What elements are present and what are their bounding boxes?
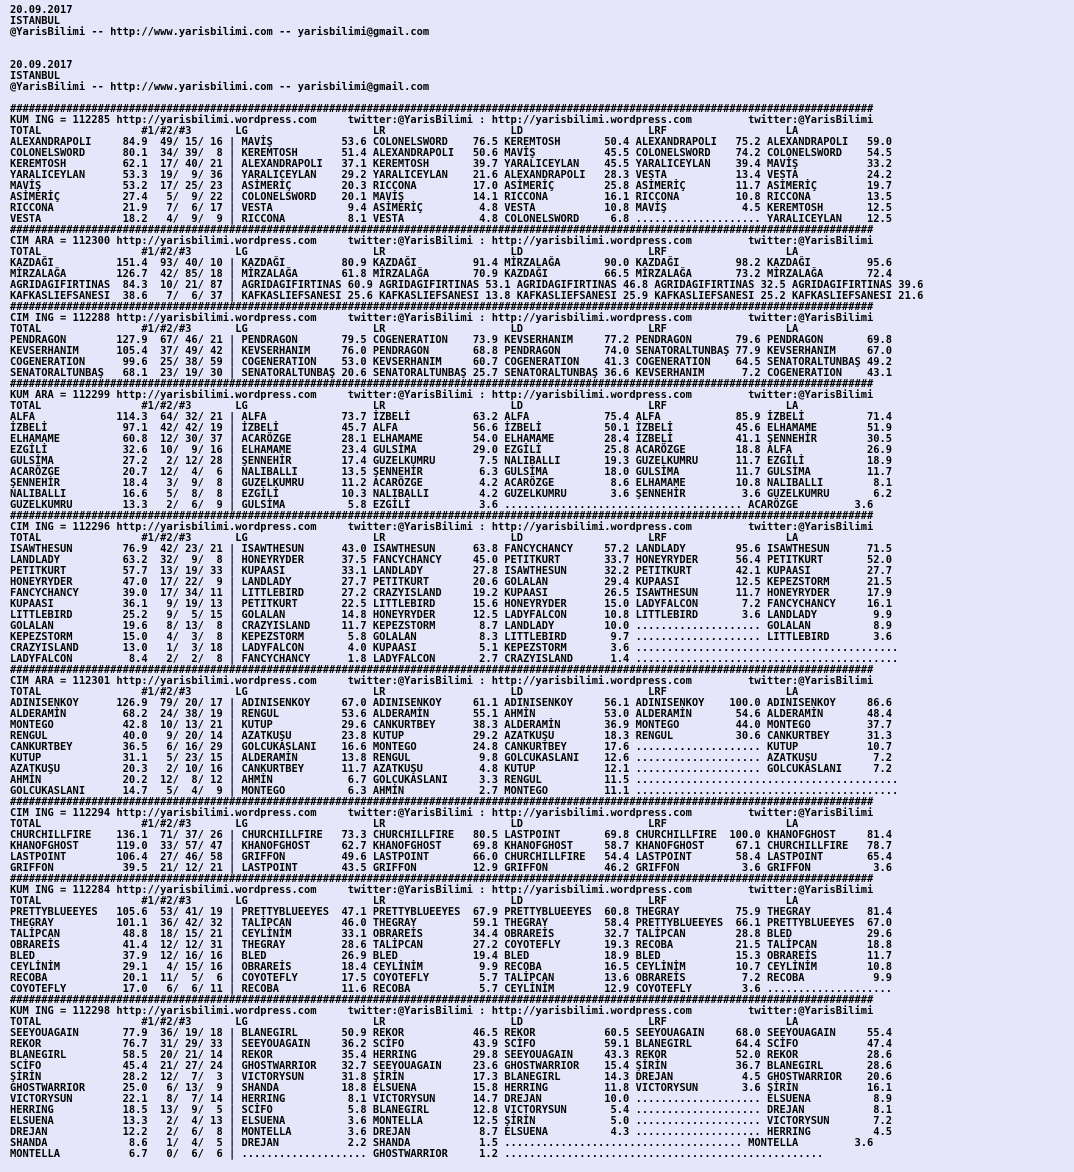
- report-line: CIM ARA = 112300 http://yarisbilimi.wordpress.com twitter:@YarisBilimi : http://yarisbilimi.wordpress.com twitter:@YarisBilimi: [10, 235, 874, 247]
- report-line: TOTAL #1/#2/#3 LG LR LD LRF LA: [10, 532, 799, 544]
- report-line: ISAWTHESUN 76.9 42/ 23/ 21 | ISAWTHESUN 43.0 ISAWTHESUN 63.8 FANCYCHANCY 57.2 LANDLADY 95.6 ISAWTHESUN 71.5: [10, 543, 893, 555]
- report-line: ##########################################################################################################################################: [10, 873, 874, 885]
- report-line: ISTANBUL: [10, 70, 61, 82]
- report-line: ASİMERİÇ 27.4 5/ 9/ 22 | COLONELSWORD 20.1 MAVİŞ 14.1 RICCONA 16.1 RICCONA 10.8 RICCONA 13.5: [10, 191, 893, 203]
- report-line: ##########################################################################################################################################: [10, 510, 874, 522]
- report-line: KUM ING = 112285 http://yarisbilimi.wordpress.com twitter:@YarisBilimi : http://yarisbilimi.wordpress.com twitter:@YarisBilimi: [10, 114, 874, 126]
- report-line: ALFA 114.3 64/ 32/ 21 | ALFA 73.7 İZBELİ 63.2 ALFA 75.4 ALFA 85.9 İZBELİ 71.4: [10, 411, 893, 423]
- report-line: ALEXANDRAPOLI 84.9 49/ 15/ 16 | MAVİŞ 53.6 COLONELSWORD 76.5 KEREMTOSH 50.4 ALEXANDRAPOLI 75.2 ALEXANDRAPOLI 59.0: [10, 136, 893, 148]
- report-line: KAFKASLIEFSANESI 38.6 7/ 6/ 37 | KAFKASLIEFSANESI 25.6 KAFKASLIEFSANESI 13.8 KAFKASLIEFSANESI 25.9 KAFKASLIEFSANESI 25.2 KAFKASLIEFSANESI 21.6: [10, 290, 924, 302]
- report-line: TOTAL #1/#2/#3 LG LR LD LRF LA: [10, 246, 799, 258]
- report-line: GRIFFON 39.5 21/ 12/ 21 | LASTPOINT 43.5 GRIFFON 12.9 GRIFFON 46.2 GRIFFON 3.6 GRIFFON 3.6: [10, 862, 893, 874]
- report-line: FANCYCHANCY 39.0 17/ 34/ 11 | LITTLEBIRD 27.2 CRAZYISLAND 19.2 KUPAASI 26.5 ISAWTHESUN 11.7 HONEYRYDER 17.9: [10, 587, 893, 599]
- report-line: KUPAASI 36.1 9/ 19/ 13 | PETITKURT 22.5 LITTLEBIRD 15.6 HONEYRYDER 15.0 LADYFALCON 7.2 FANCYCHANCY 16.1: [10, 598, 893, 610]
- report-line: GOLCUKASLANI 14.7 5/ 4/ 9 | MONTEGO 6.3 AHMİN 2.7 MONTEGO 11.1 ..........................................: [10, 785, 899, 797]
- report-line: LADYFALCON 8.4 2/ 2/ 8 | FANCYCHANCY 1.8 LADYFALCON 2.7 CRAZYISLAND 1.4 ..........................................: [10, 653, 899, 665]
- report-line: KUM ING = 112298 http://yarisbilimi.wordpress.com twitter:@YarisBilimi : http://yarisbilimi.wordpress.com twitter:@YarisBilimi: [10, 1005, 874, 1017]
- report-line: AZATKUŞU 20.3 2/ 10/ 16 | CANKURTBEY 11.7 AZATKUŞU 4.8 KUTUP 12.1 .................... GOLCUKASLANI 7.2: [10, 763, 893, 775]
- report-line: TOTAL #1/#2/#3 LG LR LD LRF LA: [10, 818, 799, 830]
- report-line: NALIBALLI 16.6 5/ 8/ 8 | EZGİLİ 10.3 NALIBALLI 4.2 GUZELKUMRU 3.6 ŞENNEHİR 3.6 GUZELKUMRU 6.2: [10, 488, 893, 500]
- report-line: GULSİMA 27.2 2/ 12/ 28 | ŞENNEHİR 17.4 GUZELKUMRU 7.5 NALIBALLI 19.3 GUZELKUMRU 11.7 EZGİLİ 18.9: [10, 455, 893, 467]
- report-line: TOTAL #1/#2/#3 LG LR LD LRF LA: [10, 686, 799, 698]
- report-line: DREJAN 12.2 2/ 6/ 8 | MONTELLA 3.6 DREJAN 8.7 ELSUENA 4.3 .................... HERRING 4.5: [10, 1126, 893, 1138]
- report-line: ##########################################################################################################################################: [10, 796, 874, 808]
- report-line: LANDLADY 63.2 32/ 9/ 8 | HONEYRYDER 37.5 FANCYCHANCY 45.0 PETITKURT 33.7 HONEYRYDER 56.4 PETITKURT 52.0: [10, 554, 893, 566]
- report-line: HONEYRYDER 47.0 17/ 22/ 9 | LANDLADY 27.7 PETITKURT 20.6 GOLALAN 29.4 KUPAASI 12.5 KEPEZSTORM 21.5: [10, 576, 893, 588]
- report-line: @YarisBilimi -- http://www.yarisbilimi.com -- yarisbilimi@gmail.com: [10, 81, 430, 93]
- report-line: MONTELLA 6.7 0/ 6/ 6 | .................... GHOSTWARRIOR 1.2 ...................................................: [10, 1148, 824, 1160]
- report-line: TOTAL #1/#2/#3 LG LR LD LRF LA: [10, 125, 799, 137]
- report-line: ADINISENKOY 126.9 79/ 20/ 17 | ADINISENKOY 67.0 ADINISENKOY 61.1 ADINISENKOY 56.1 ADINISENKOY 100.0 ADINISENKOY 86.6: [10, 697, 893, 709]
- report-line: RECOBA 20.1 11/ 5/ 6 | COYOTEFLY 17.5 COYOTEFLY 5.7 TALİPCAN 13.6 OBRAREİS 7.2 RECOBA 9.9: [10, 972, 893, 984]
- report-line: ALDERAMİN 68.2 24/ 38/ 19 | RENGUL 53.6 ALDERAMİN 55.1 AHMİN 53.0 ALDERAMİN 54.6 ALDERAMİN 48.4: [10, 708, 893, 720]
- report-line: EZGİLİ 32.6 10/ 9/ 16 | ELHAMAME 23.4 GULSİMA 29.0 EZGİLİ 25.8 ACARÖZGE 18.8 ALFA 26.9: [10, 444, 893, 456]
- report-line: KEVSERHANIM 105.4 37/ 49/ 42 | KEVSERHANIM 76.0 PENDRAGON 68.8 PENDRAGON 74.0 SENATORALTUNBAŞ 77.9 KEVSERHANIM 67.0: [10, 345, 893, 357]
- report-line: HERRING 18.5 13/ 9/ 5 | SCİFO 5.8 BLANEGIRL 12.8 VICTORYSUN 5.4 .................... DREJAN 8.1: [10, 1104, 893, 1116]
- report-line: TOTAL #1/#2/#3 LG LR LD LRF LA: [10, 400, 799, 412]
- report-line: YARALICEYLAN 53.3 19/ 9/ 36 | YARALICEYLAN 29.2 YARALICEYLAN 21.6 ALEXANDRAPOLI 28.3 VESTA 13.4 VESTA 24.2: [10, 169, 893, 181]
- report-line: CIM ING = 112296 http://yarisbilimi.wordpress.com twitter:@YarisBilimi : http://yarisbilimi.wordpress.com twitter:@YarisBilimi: [10, 521, 874, 533]
- report-line: ##########################################################################################################################################: [10, 224, 874, 236]
- report-line: SHANDA 8.6 1/ 4/ 5 | DREJAN 2.2 SHANDA 1.5 ...................................... MONTELLA 3.6: [10, 1137, 874, 1149]
- report-line: CHURCHILLFIRE 136.1 71/ 37/ 26 | CHURCHILLFIRE 73.3 CHURCHILLFIRE 80.5 LASTPOINT 69.8 CHURCHILLFIRE 100.0 KHANOFGHOST 81.4: [10, 829, 893, 841]
- report-line: THEGRAY 101.1 36/ 42/ 32 | TALİPCAN 46.0 THEGRAY 59.1 THEGRAY 58.4 PRETTYBLUEEYES 66.1 PRETTYBLUEEYES 67.0: [10, 917, 893, 929]
- report-line: RENGUL 40.0 9/ 20/ 14 | AZATKUŞU 23.8 KUTUP 29.2 AZATKUŞU 18.3 RENGUL 30.6 CANKURTBEY 31.3: [10, 730, 893, 742]
- report-line: KAZDAĞI 151.4 93/ 40/ 10 | KAZDAĞI 80.9 KAZDAĞI 91.4 MİRZALAĞA 90.0 KAZDAĞI 98.2 KAZDAĞI 95.6: [10, 257, 893, 269]
- report-line: CEYLİNİM 29.1 4/ 15/ 16 | OBRAREİS 18.4 CEYLİNİM 9.9 RECOBA 16.5 CEYLİNİM 10.7 CEYLİNİM 10.8: [10, 961, 893, 973]
- report-line: COLONELSWORD 80.1 34/ 39/ 8 | KEREMTOSH 51.4 ALEXANDRAPOLI 50.6 MAVİŞ 45.5 COLONELSWORD 74.2 COLONELSWORD 54.5: [10, 147, 893, 159]
- report-line: SCİFO 45.4 21/ 27/ 24 | GHOSTWARRIOR 32.7 SEEYOUAGAIN 23.6 GHOSTWARRIOR 15.4 ŞİRİN 36.7 BLANEGIRL 28.6: [10, 1060, 893, 1072]
- report-line: KEPEZSTORM 15.0 4/ 3/ 8 | KEPEZSTORM 5.8 GOLALAN 8.3 LITTLEBIRD 9.7 .................... LITTLEBIRD 3.6: [10, 631, 893, 643]
- report-line: COYOTEFLY 17.0 6/ 6/ 11 | RECOBA 11.6 RECOBA 5.7 CEYLİNİM 12.9 COYOTEFLY 3.6 ....................: [10, 983, 893, 995]
- report-line: ##########################################################################################################################################: [10, 664, 874, 676]
- report-line: GHOSTWARRIOR 25.0 6/ 13/ 9 | SHANDA 18.8 ELSUENA 15.8 HERRING 11.8 VICTORYSUN 3.6 ŞİRİN 16.1: [10, 1082, 893, 1094]
- report-line: OBRAREİS 41.4 12/ 12/ 31 | THEGRAY 28.6 TALİPCAN 27.2 COYOTEFLY 19.3 RECOBA 21.5 TALİPCAN 18.8: [10, 939, 893, 951]
- report-line: REKOR 76.7 31/ 29/ 33 | SEEYOUAGAIN 36.2 SCİFO 43.9 SCİFO 59.1 BLANEGIRL 64.4 SCİFO 47.4: [10, 1038, 893, 1050]
- report-line: KUTUP 31.1 5/ 23/ 15 | ALDERAMİN 13.8 RENGUL 9.8 GOLCUKASLANI 12.6 .................... AZATKUŞU 7.2: [10, 752, 893, 764]
- report-line: TOTAL #1/#2/#3 LG LR LD LRF LA: [10, 895, 799, 907]
- report-line: @YarisBilimi -- http://www.yarisbilimi.com -- yarisbilimi@gmail.com: [10, 26, 430, 38]
- report-line: PETITKURT 57.7 13/ 19/ 33 | KUPAASI 33.1 LANDLADY 27.8 ISAWTHESUN 32.2 PETITKURT 42.1 KUPAASI 27.7: [10, 565, 893, 577]
- report-line: AGRIDAGIFIRTINAS 84.3 10/ 21/ 87 | AGRIDAGIFIRTINAS 60.9 AGRIDAGIFIRTINAS 53.1 AGRIDAGIFIRTINAS 46.8 AGRIDAGIFIRTINAS 32.5 AGRIDAGIFIRTINAS 39.6: [10, 279, 924, 291]
- report-line: ##########################################################################################################################################: [10, 301, 874, 313]
- report-line: KHANOFGHOST 119.0 33/ 57/ 47 | KHANOFGHOST 62.7 KHANOFGHOST 69.8 KHANOFGHOST 58.7 KHANOFGHOST 67.1 CHURCHILLFIRE 78.7: [10, 840, 893, 852]
- report-line: TOTAL #1/#2/#3 LG LR LD LRF LA: [10, 1016, 799, 1028]
- report-line: ISTANBUL: [10, 15, 61, 27]
- report-line: ##########################################################################################################################################: [10, 378, 874, 390]
- report-line: MONTEGO 42.8 10/ 13/ 21 | KUTUP 29.6 CANKURTBEY 38.3 ALDERAMİN 36.9 MONTEGO 44.0 MONTEGO 37.7: [10, 719, 893, 731]
- report-line: 20.09.2017: [10, 59, 73, 71]
- report-line: SENATORALTUNBAŞ 68.1 23/ 19/ 30 | SENATORALTUNBAŞ 20.6 SENATORALTUNBAŞ 25.7 SENATORALTUNBAŞ 36.6 KEVSERHANIM 7.2 COGENERATION 43.1: [10, 367, 893, 379]
- report-line: KUM ARA = 112299 http://yarisbilimi.wordpress.com twitter:@YarisBilimi : http://yarisbilimi.wordpress.com twitter:@YarisBilimi: [10, 389, 874, 401]
- report-line: LITTLEBIRD 25.2 9/ 5/ 15 | GOLALAN 14.8 HONEYRYDER 12.5 LADYFALCON 10.8 LITTLEBIRD 3.6 LANDLADY 9.9: [10, 609, 893, 621]
- report-line: SEEYOUAGAIN 77.9 36/ 19/ 18 | BLANEGIRL 50.9 REKOR 46.5 REKOR 60.5 SEEYOUAGAIN 68.0 SEEYOUAGAIN 55.4: [10, 1027, 893, 1039]
- report-line: BLED 37.9 12/ 16/ 16 | BLED 26.9 BLED 19.4 BLED 18.9 BLED 15.3 OBRAREİS 11.7: [10, 950, 893, 962]
- report-line: KEREMTOSH 62.1 17/ 40/ 21 | ALEXANDRAPOLI 37.1 KEREMTOSH 39.7 YARALICEYLAN 45.5 YARALICEYLAN 39.4 MAVİŞ 33.2: [10, 158, 893, 170]
- report-line: CIM ARA = 112301 http://yarisbilimi.wordpress.com twitter:@YarisBilimi : http://yarisbilimi.wordpress.com twitter:@YarisBilimi: [10, 675, 874, 687]
- report-line: COGENERATION 99.6 25/ 38/ 59 | COGENERATION 53.0 KEVSERHANIM 60.7 COGENERATION 41.3 COGENERATION 64.5 SENATORALTUNBAŞ 49.2: [10, 356, 893, 368]
- report-line: MİRZALAĞA 126.7 42/ 85/ 18 | MİRZALAĞA 61.8 MİRZALAĞA 70.9 KAZDAĞI 66.5 MİRZALAĞA 73.2 MİRZALAĞA 72.4: [10, 268, 893, 280]
- report-line: CIM ING = 112288 http://yarisbilimi.wordpress.com twitter:@YarisBilimi : http://yarisbilimi.wordpress.com twitter:@YarisBilimi: [10, 312, 874, 324]
- report-line: CANKURTBEY 36.5 6/ 16/ 29 | GOLCUKASLANI 16.6 MONTEGO 24.8 CANKURTBEY 17.6 .................... KUTUP 10.7: [10, 741, 893, 753]
- report-line: ELSUENA 13.3 2/ 4/ 13 | ELSUENA 3.6 MONTELLA 12.5 ŞİRİN 5.0 .................... VICTORYSUN 7.2: [10, 1115, 893, 1127]
- report-line: [10, 38, 1074, 49]
- report-line: TOTAL #1/#2/#3 LG LR LD LRF LA: [10, 323, 799, 335]
- report-line: ACARÖZGE 20.7 12/ 4/ 6 | NALIBALLI 13.5 ŞENNEHİR 6.3 GULSİMA 18.0 GULSİMA 11.7 GULSİMA 11.7: [10, 466, 893, 478]
- report-line: CIM ING = 112294 http://yarisbilimi.wordpress.com twitter:@YarisBilimi : http://yarisbilimi.wordpress.com twitter:@YarisBilimi: [10, 807, 874, 819]
- report-line: ELHAMAME 60.8 12/ 30/ 37 | ACARÖZGE 28.1 ELHAMAME 54.0 ELHAMAME 28.4 İZBELİ 41.1 ŞENNEHİR 30.5: [10, 433, 893, 445]
- report-line: VICTORYSUN 22.1 8/ 7/ 14 | HERRING 8.1 VICTORYSUN 14.7 DREJAN 10.0 .................... ELSUENA 8.9: [10, 1093, 893, 1105]
- report-line: VESTA 18.2 4/ 9/ 9 | RICCONA 8.1 VESTA 4.8 COLONELSWORD 6.8 .................... YARALICEYLAN 12.5: [10, 213, 893, 225]
- report-line: ##########################################################################################################################################: [10, 994, 874, 1006]
- report-line: RICCONA 21.9 7/ 6/ 17 | VESTA 9.4 ASİMERİÇ 4.8 VESTA 10.8 MAVİŞ 4.5 KEREMTOSH 12.5: [10, 202, 893, 214]
- report-line: MAVİŞ 53.2 17/ 25/ 23 | ASİMERİÇ 20.3 RICCONA 17.0 ASİMERİÇ 25.8 ASİMERİÇ 11.7 ASİMERİÇ 19.7: [10, 180, 893, 192]
- report-line: PENDRAGON 127.9 67/ 46/ 21 | PENDRAGON 79.5 COGENERATION 73.9 KEVSERHANIM 77.2 PENDRAGON 79.6 PENDRAGON 69.8: [10, 334, 893, 346]
- report-line: 20.09.2017: [10, 4, 73, 16]
- report-line: PRETTYBLUEEYES 105.6 53/ 41/ 19 | PRETTYBLUEEYES 47.1 PRETTYBLUEEYES 67.9 PRETTYBLUEEYES 60.8 THEGRAY 75.9 THEGRAY 81.4: [10, 906, 893, 918]
- report-line: KUM ING = 112284 http://yarisbilimi.wordpress.com twitter:@YarisBilimi : http://yarisbilimi.wordpress.com twitter:@YarisBilimi: [10, 884, 874, 896]
- report-line: GOLALAN 19.6 8/ 13/ 8 | CRAZYISLAND 11.7 KEPEZSTORM 8.7 LANDLADY 10.0 .................... GOLALAN 8.9: [10, 620, 893, 632]
- report-line: ŞİRİN 28.2 12/ 7/ 3 | VICTORYSUN 31.8 ŞİRİN 17.3 BLANEGIRL 14.3 DREJAN 4.5 GHOSTWARRIOR 20.6: [10, 1071, 893, 1083]
- report-line: GUZELKUMRU 13.3 2/ 6/ 9 | GULSİMA 5.8 EZGİLİ 3.6 ...................................... ACARÖZGE 3.6: [10, 499, 874, 511]
- report-line: ŞENNEHİR 18.4 3/ 9/ 8 | GUZELKUMRU 11.2 ACARÖZGE 4.2 ACARÖZGE 8.6 ELHAMAME 10.8 NALIBALLI 8.1: [10, 477, 893, 489]
- report-line: CRAZYISLAND 13.0 1/ 3/ 18 | LADYFALCON 4.0 KUPAASI 5.1 KEPEZSTORM 3.6 ..........................................: [10, 642, 899, 654]
- report-line: LASTPOINT 106.4 27/ 46/ 58 | GRIFFON 49.6 LASTPOINT 66.0 CHURCHILLFIRE 54.4 LASTPOINT 58.4 LASTPOINT 65.4: [10, 851, 893, 863]
- report-line: BLANEGIRL 58.5 20/ 21/ 14 | REKOR 35.4 HERRING 29.8 SEEYOUAGAIN 43.3 REKOR 52.0 REKOR 28.6: [10, 1049, 893, 1061]
- report-line: ##########################################################################################################################################: [10, 103, 874, 115]
- report-line: [10, 49, 1074, 60]
- report-line: TALİPCAN 48.8 18/ 15/ 21 | CEYLİNİM 33.1 OBRAREİS 34.4 OBRAREİS 32.7 TALİPCAN 28.8 BLED 29.6: [10, 928, 893, 940]
- report-line: İZBELİ 97.1 42/ 42/ 19 | İZBELİ 45.7 ALFA 56.6 İZBELİ 50.1 İZBELİ 45.6 ELHAMAME 51.9: [10, 422, 893, 434]
- report-line: AHMİN 20.2 12/ 8/ 12 | AHMİN 6.7 GOLCUKASLANI 3.3 RENGUL 11.5 ..........................................: [10, 774, 899, 786]
